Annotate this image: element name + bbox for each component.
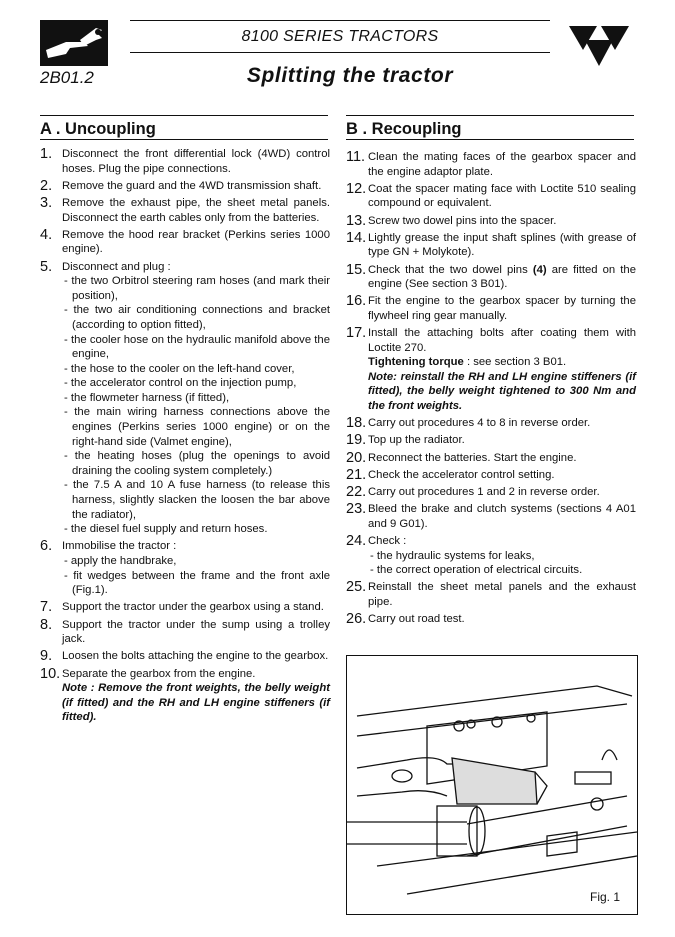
step-text: Loosen the bolts attaching the engine to the gearbox. [62,650,329,663]
sub-item: - the heating hoses (plug the openings to avoid draining the cooling system completely.) [64,450,330,477]
step-number: 21. [346,466,367,483]
step-item [346,433,636,448]
section-b-rule [346,139,634,140]
step-text: Separate the gearbox from the engine. [62,667,256,680]
step-item [40,649,330,664]
sub-item: - the hydraulic systems for leaks, [370,549,535,562]
step-number: 3. [40,194,53,211]
step-item [40,260,330,537]
step-number: 24. [346,532,367,549]
note-text: Note: reinstall the RH and LH engine stiffeners (if fitted), the belly weight tightened to 300 Nm and the front weights. [368,370,636,413]
step-text: Disconnect and plug : [62,260,171,273]
step-item [346,150,636,179]
step-number: 26. [346,611,367,628]
step-text: Carry out procedures 4 to 8 in reverse order. [368,417,591,430]
sub-item: - the 7.5 A and 10 A fuse harness (to release this harness, slightly slacken the loosen the bar above the radiator), [64,479,330,521]
sub-item: - the two air conditioning connections and bracket (according to option fitted), [64,304,330,331]
wrench-hand-icon [40,20,108,66]
step-item [346,416,636,431]
sub-item: - the main wiring harness connections above the engines (Perkins series 1000 engine) or on the right-hand side (Valmet engine), [64,406,330,448]
step-number: 16. [346,293,367,310]
sub-item: - the two Orbitrol steering ram hoses (and mark their position), [64,275,330,302]
step-item [346,485,636,500]
step-text: Remove the hood rear bracket (Perkins series 1000 engine). [62,228,330,256]
step-number: 9. [40,648,53,665]
page-title: Splitting the tractor [246,64,454,87]
step-text: Immobilise the tractor : [62,540,177,553]
step-number: 13. [346,212,367,229]
step-item [40,196,330,225]
step-number: 17. [346,325,367,342]
step-text: Install the attaching bolts after coating them with Loctite 270. [368,327,636,354]
section-a-rule [40,139,328,140]
step-item [346,231,636,260]
section-b-rule-top [346,115,634,116]
sub-item: - the cooler hose on the hydraulic manifold above the engine, [64,333,330,361]
sub-item: - apply the handbrake, [64,555,177,567]
step-number: 23. [346,501,367,518]
step-item [346,326,636,414]
step-number: 1. [40,146,53,162]
sub-item: - the accelerator control on the injection pump, [64,377,297,390]
step-item [346,468,636,483]
header-rule-top [130,20,550,21]
torque-label: Tightening torque [368,356,464,369]
recoupling-steps [346,150,636,629]
step-text: Support the tractor under the gearbox using a stand. [62,601,324,614]
step-text: Check the accelerator control setting. [368,468,555,481]
step-item [40,667,330,725]
step-text: Coat the spacer mating face with Loctite 510 sealing compound or equivalent. [368,182,636,210]
step-text: Reinstall the sheet metal panels and the exhaust pipe. [368,581,636,608]
step-number: 6. [40,538,53,555]
step-text: Fit the engine to the gearbox spacer by turning the flywheel ring gear manually. [368,295,636,322]
step-number: 10. [40,665,61,682]
step-number: 15. [346,261,367,278]
sub-item: - the flowmeter harness (if fitted), [64,391,230,404]
tractor-wedge-drawing [347,656,637,914]
step-text: Top up the radiator. [368,434,465,447]
step-item [346,214,636,229]
step-text: Carry out procedures 1 and 2 in reverse order. [368,486,600,498]
step-item [346,294,636,323]
step-text: Remove the guard and the 4WD transmission shaft. [62,179,322,192]
step-item [40,600,330,615]
torque-line: Tightening torque : see section 3 B01. [368,356,567,369]
step-item [346,451,636,466]
sub-list [368,549,636,578]
step-text: Support the tractor under the sump using a trolley jack. [62,618,330,646]
step-number: 7. [40,599,53,616]
brand-triangles-logo [565,22,633,73]
step-item [346,263,636,292]
uncoupling-steps [40,147,330,728]
section-b-heading: B . Recoupling [346,120,462,138]
figure-illustration [346,655,638,915]
step-text: Bleed the brake and clutch systems (sections 4 A01 and 9 G01). [368,503,636,530]
section-code: 2B01.2 [40,68,94,87]
step-number: 11. [346,149,366,165]
step-text: Disconnect the front differential lock (4WD) control hoses. Plug the pipe connections. [62,148,330,175]
section-a-rule-top [40,115,328,116]
step-item [40,618,330,647]
sub-list [62,554,330,598]
sub-item: - the hose to the cooler on the left-hand cover, [64,362,295,375]
step-text: Screw two dowel pins into the spacer. [368,214,557,227]
step-text: Carry out road test. [368,613,465,626]
step-number: 18. [346,415,367,432]
step-item [346,534,636,578]
step-text: Check : [368,534,407,547]
step-item [40,228,330,257]
step-text: Remove the exhaust pipe, the sheet metal panels. Disconnect the earth cables only from the batteries. [62,196,330,224]
step-item [346,502,636,531]
step-text: Lightly grease the input shaft splines (with grease of type GN + Molykote). [368,231,636,259]
step-item [346,580,636,609]
step-text: Clean the mating faces of the gearbox spacer and the engine adaptor plate. [368,151,636,178]
step-item [40,179,330,194]
step-number: 25. [346,579,367,596]
sub-item: - the correct operation of electrical circuits. [370,564,583,577]
step-item [40,539,330,597]
step-number: 8. [40,616,53,633]
sub-item: - the diesel fuel supply and return hoses. [64,523,268,536]
step-text: Reconnect the batteries. Start the engine. [368,451,577,464]
header-rule-bottom [130,52,550,53]
step-number: 4. [40,226,53,243]
step-number: 12. [346,180,367,197]
section-a-heading: A . Uncoupling [40,120,156,138]
figure-caption: Fig. 1 [590,890,621,904]
part-reference: (4) [532,263,547,276]
note-text: Note : Remove the front weights, the belly weight (if fitted) and the RH and LH engine stiffeners (if fitted). [62,682,330,724]
step-number: 2. [40,177,53,194]
step-number: 19. [346,432,367,449]
step-number: 20. [346,449,367,466]
workshop-logo [40,20,108,66]
series-title: 8100 SERIES TRACTORS [241,28,439,45]
step-text: Check that the two dowel pins (4) are fitted on the engine (See section 3 B01). [368,263,636,291]
sub-item: - fit wedges between the frame and the front axle (Fig.1). [64,569,330,597]
step-number: 14. [346,229,367,246]
step-number: 5. [40,258,53,275]
sub-list [62,274,330,537]
step-item [40,147,330,176]
step-item [346,182,636,211]
step-item [346,612,636,627]
triple-triangle-icon [565,22,633,68]
step-number: 22. [346,484,367,500]
